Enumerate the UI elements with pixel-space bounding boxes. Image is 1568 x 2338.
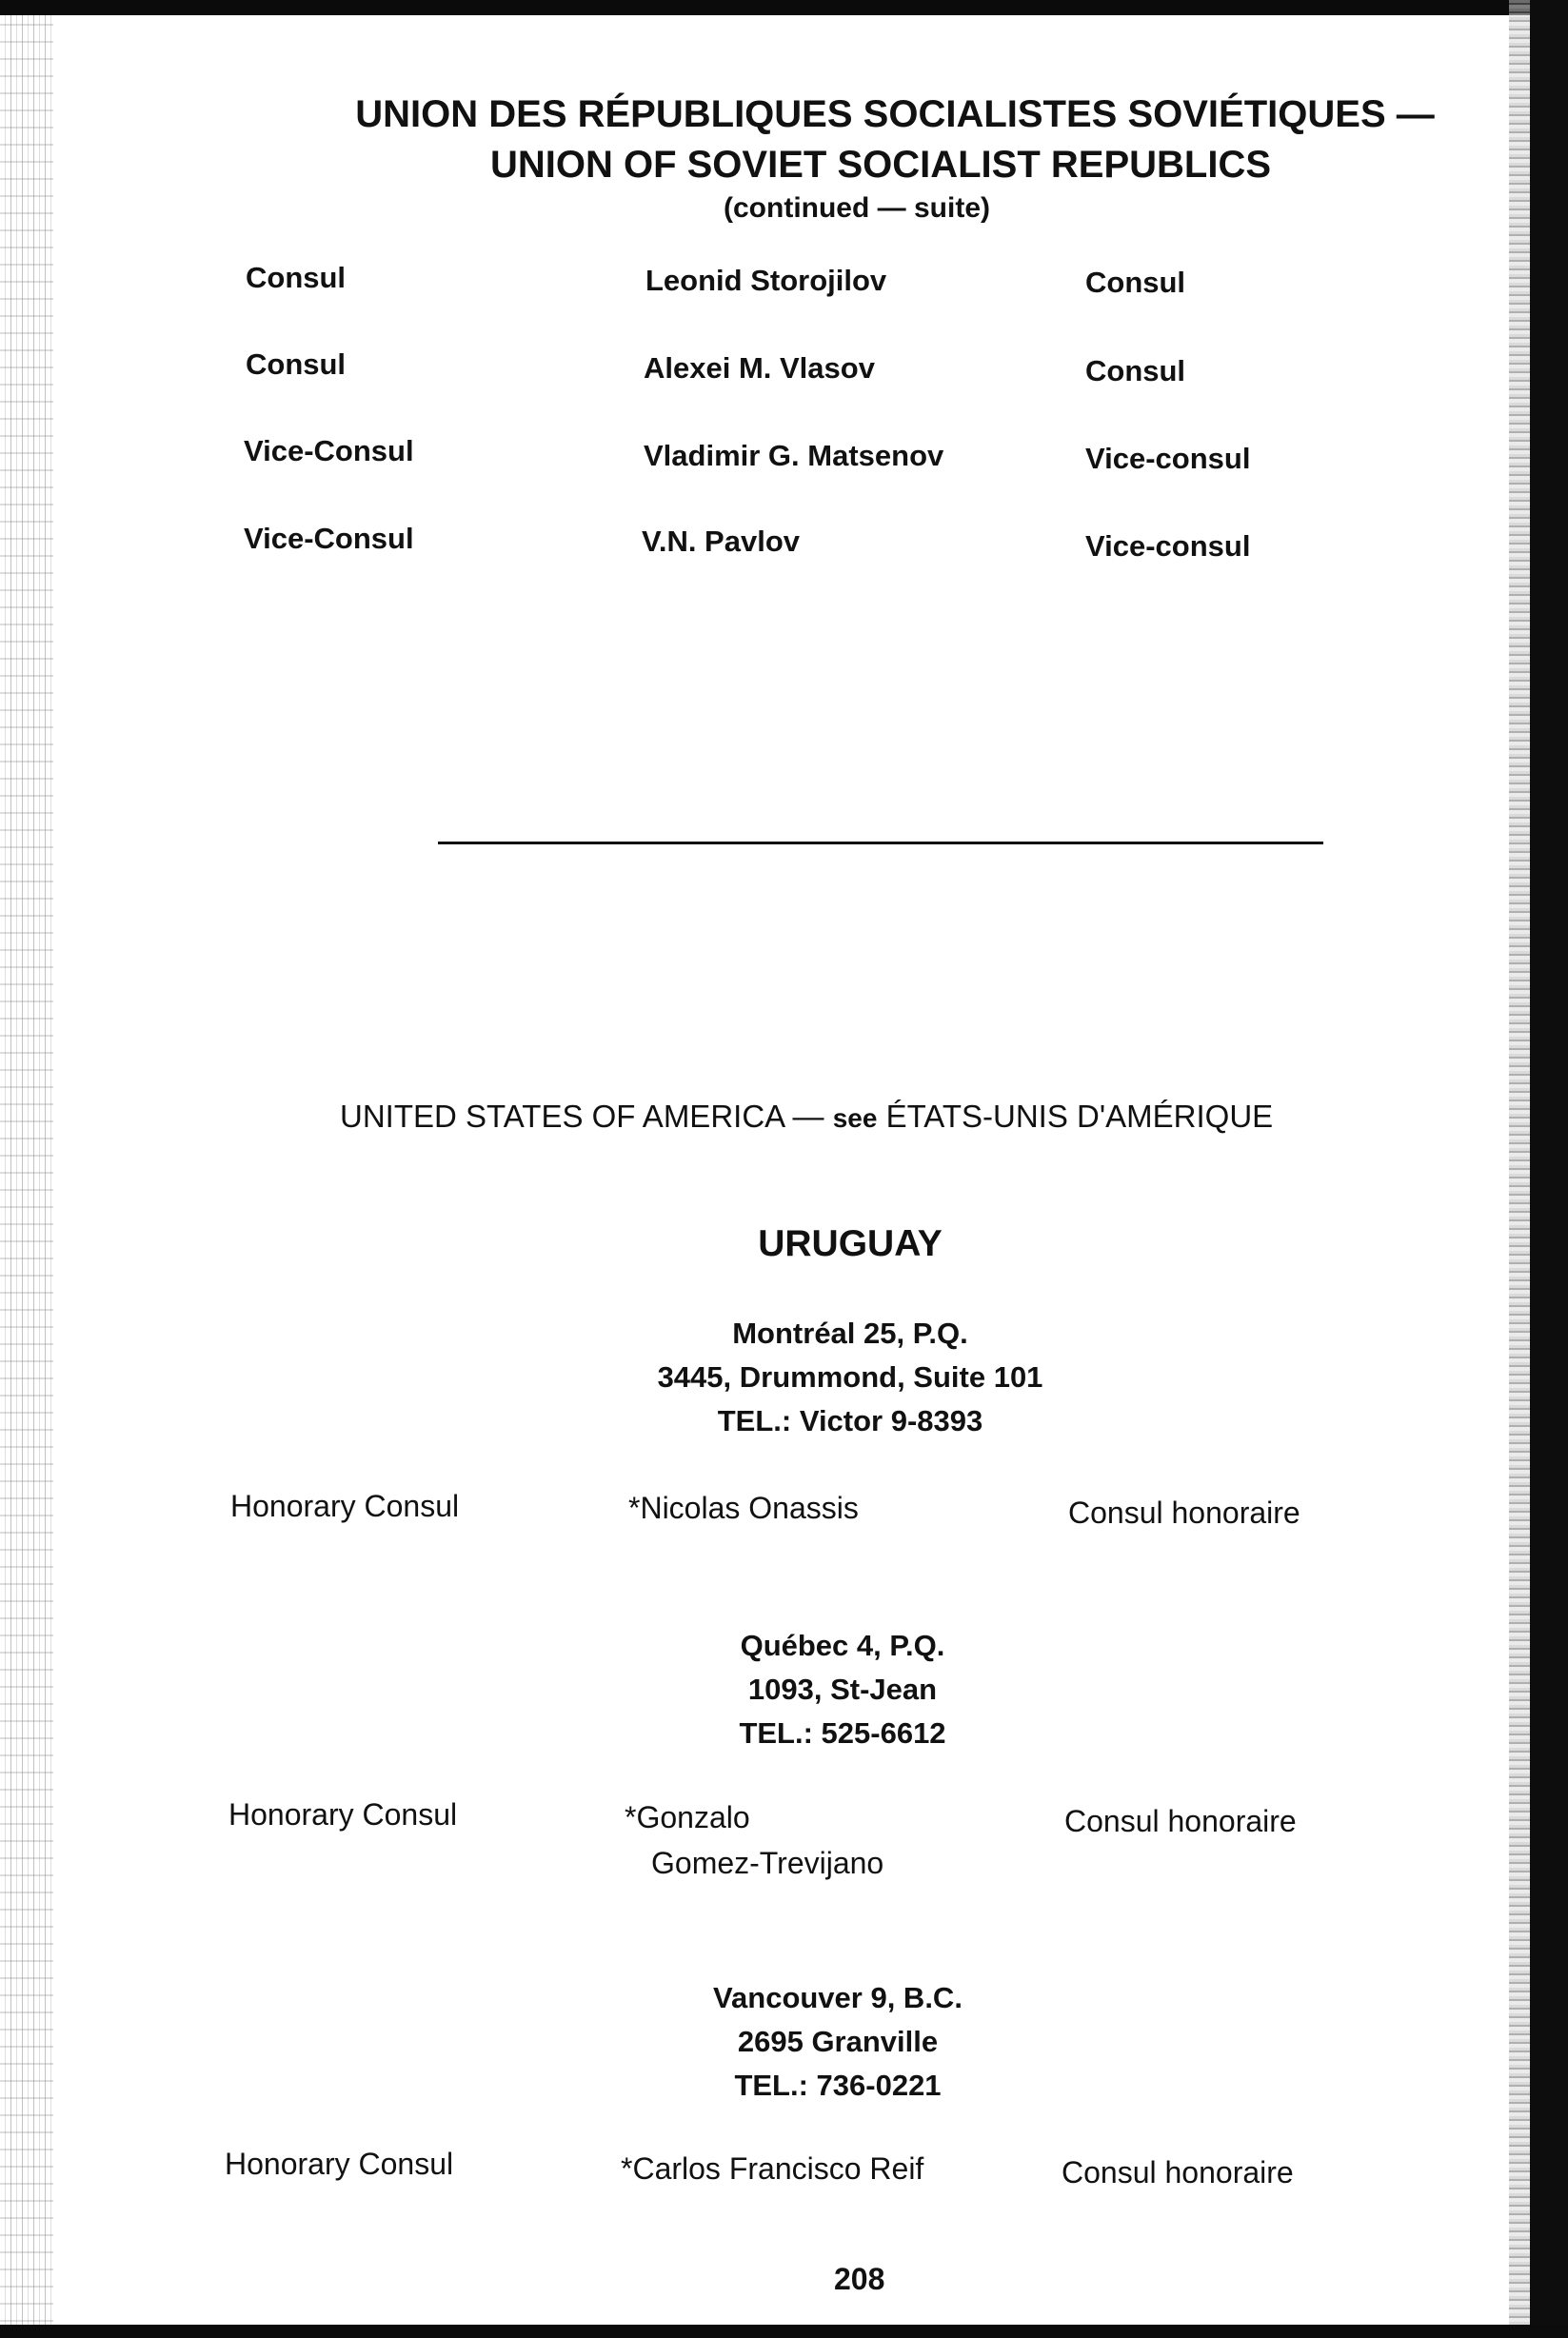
office-3-phone: TEL.: 736-0221 [734,2069,942,2102]
office-1-address [658,1312,1043,1443]
ussr-row-4-title-en: Vice-Consul [244,522,414,555]
page-right-edge-texture [1509,0,1530,2338]
office-3-address [713,1976,963,2108]
office-2-address-line-2: 1093, St-Jean [747,1673,938,1706]
ussr-row-1-title-en: Consul [246,261,347,294]
country-heading: URUGUAY [758,1223,943,1264]
page-right-edge [1530,0,1568,2338]
usa-main: UNITED STATES OF AMERICA — [340,1099,824,1134]
ussr-row-3-title-fr: Vice-consul [1085,442,1251,475]
office-3-address-line-2: 2695 Granville [737,2025,939,2058]
office-1-phone: TEL.: Victor 9-8393 [717,1404,983,1437]
ussr-row-2-title-fr: Consul [1085,354,1186,387]
office-2-title-fr: Consul honoraire [1064,1804,1297,1838]
ussr-row-3-name: Vladimir G. Matsenov [644,439,944,472]
office-1-address-line-1: Montréal 25, P.Q. [732,1317,968,1350]
continued-label: (continued — suite) [724,192,990,224]
usa-cross-reference [340,1100,1273,1132]
office-1-title-fr: Consul honoraire [1068,1496,1300,1530]
title-line-1: UNION DES RÉPUBLIQUES SOCIALISTES SOVIÉTIQUES — [355,93,1435,135]
office-3-title-fr: Consul honoraire [1062,2155,1294,2189]
ussr-row-1-title-fr: Consul [1085,266,1186,299]
page-bottom-edge [0,2325,1568,2338]
usa-target: ÉTATS-UNIS D'AMÉRIQUE [885,1099,1274,1134]
page-top-edge [0,0,1568,15]
ussr-row-4-name: V.N. Pavlov [642,525,801,558]
office-3-title-en: Honorary Consul [225,2147,454,2181]
office-1-name: *Nicolas Onassis [628,1491,859,1525]
usa-see: see [832,1103,878,1133]
office-1-address-line-2: 3445, Drummond, Suite 101 [657,1360,1043,1394]
ussr-row-1-name: Leonid Storojilov [645,264,887,297]
title-line-2: UNION OF SOVIET SOCIALIST REPUBLICS [489,144,1272,186]
page-number: 208 [834,2262,885,2296]
office-3-address-line-1: Vancouver 9, B.C. [713,1981,963,2014]
office-2-address-line-1: Québec 4, P.Q. [740,1629,945,1662]
ussr-row-3-title-en: Vice-Consul [244,434,414,467]
office-2-address [739,1624,945,1755]
office-2-title-en: Honorary Consul [228,1797,458,1832]
office-2-phone: TEL.: 525-6612 [739,1716,946,1750]
page-left-edge-shading [0,0,53,2338]
office-1-title-en: Honorary Consul [230,1489,460,1523]
section-divider [438,842,1323,844]
office-2-name-line-1: *Gonzalo [625,1800,750,1834]
office-3-name: *Carlos Francisco Reif [621,2151,924,2186]
ussr-row-4-title-fr: Vice-consul [1085,529,1251,563]
ussr-row-2-name: Alexei M. Vlasov [644,351,875,385]
office-2-name-line-2: Gomez-Trevijano [651,1846,884,1880]
ussr-row-2-title-en: Consul [246,347,347,381]
